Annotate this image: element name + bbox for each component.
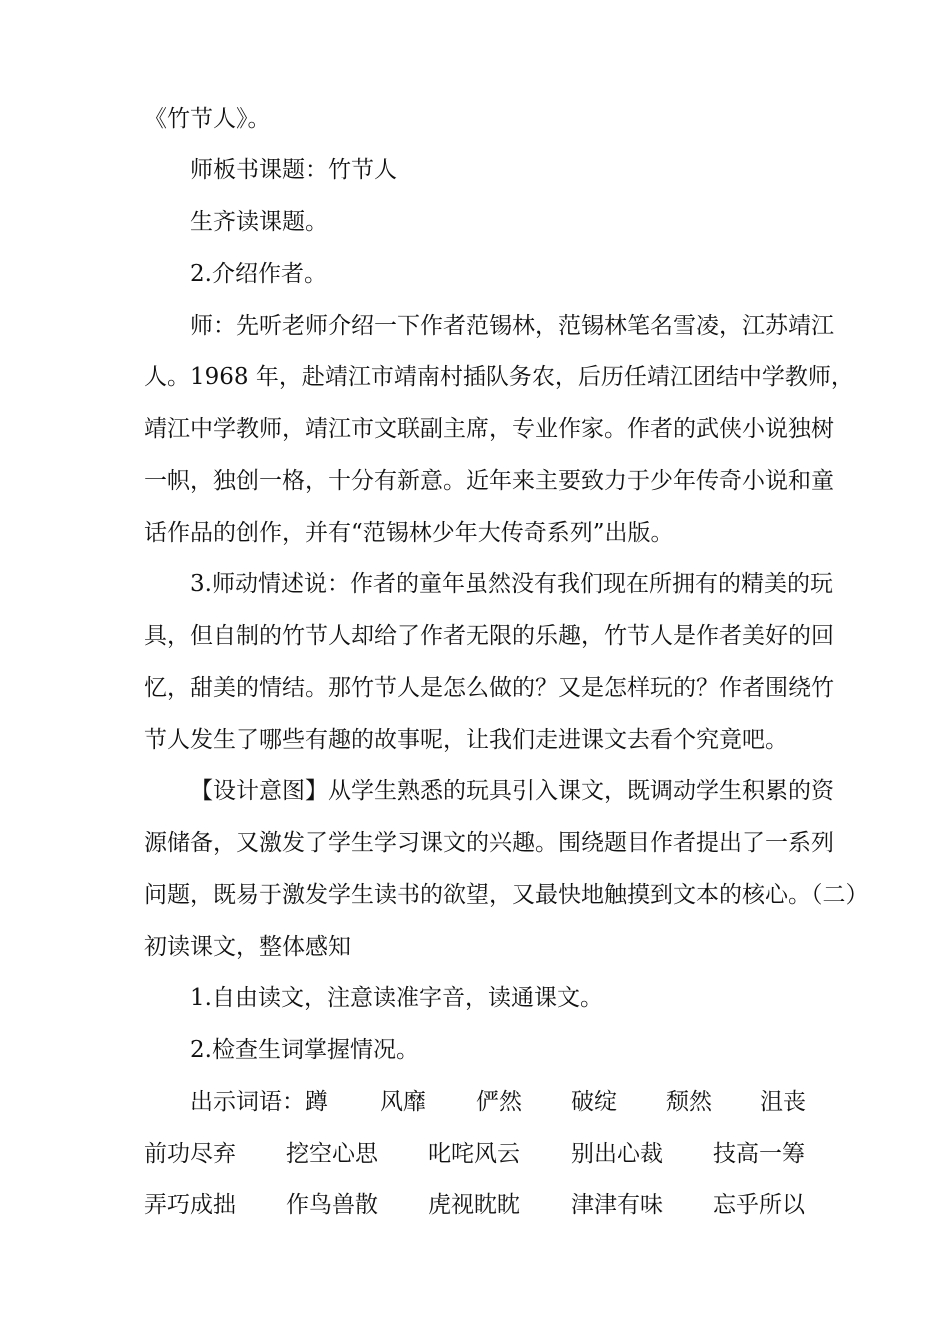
paragraph-line: 一帜，独创一格，十分有新意。近年来主要致力于少年传奇小说和童 xyxy=(144,468,834,494)
paragraph-line: 节人发生了哪些有趣的故事呢，让我们走进课文去看个究竟吧。 xyxy=(144,727,788,753)
vocab-word: 沮丧 xyxy=(760,1089,806,1115)
vocab-word: 俨然 xyxy=(476,1089,522,1115)
vocab-word: 风靡 xyxy=(380,1089,426,1115)
vocab-word: 前功尽弃 xyxy=(144,1141,236,1167)
paragraph-line: 具，但自制的竹节人却给了作者无限的乐趣，竹节人是作者美好的回 xyxy=(144,623,834,649)
vocab-word: 忘乎所以 xyxy=(713,1192,805,1218)
paragraph-line: 初读课文，整体感知 xyxy=(144,934,351,960)
vocab-word: 叱咤风云 xyxy=(428,1141,520,1167)
vocab-word: 弄巧成拙 xyxy=(144,1192,236,1218)
paragraph-line: 人。1968 年，赴靖江市靖南村插队务农，后历任靖江团结中学教师， xyxy=(144,364,854,390)
vocab-word: 蹲 xyxy=(305,1089,328,1115)
paragraph-line: 靖江中学教师，靖江市文联副主席，专业作家。作者的武侠小说独树 xyxy=(144,416,834,442)
paragraph-line: 2.检查生词掌握情况。 xyxy=(190,1037,419,1063)
vocab-word: 技高一筹 xyxy=(713,1141,805,1167)
vocab-word: 别出心裁 xyxy=(571,1141,663,1167)
vocab-word: 作鸟兽散 xyxy=(286,1192,378,1218)
paragraph-line: 生齐读课题。 xyxy=(190,209,328,235)
vocab-word: 虎视眈眈 xyxy=(428,1192,520,1218)
paragraph-line: 3.师动情述说：作者的童年虽然没有我们现在所拥有的精美的玩 xyxy=(190,571,833,597)
paragraph-line: 【设计意图】从学生熟悉的玩具引入课文，既调动学生积累的资 xyxy=(190,778,834,804)
paragraph-line: 《竹节人》。 xyxy=(144,106,271,132)
paragraph-line: 师板书课题：竹节人 xyxy=(190,157,397,183)
vocab-word: 破绽 xyxy=(571,1089,617,1115)
paragraph-line: 问题，既易于激发学生读书的欲望，又最快地触摸到文本的核心。（二） xyxy=(144,882,869,908)
paragraph-line: 师：先听老师介绍一下作者范锡林，范锡林笔名雪凌，江苏靖江 xyxy=(190,313,834,339)
vocab-word: 颓然 xyxy=(666,1089,712,1115)
vocab-word: 津津有味 xyxy=(571,1192,663,1218)
vocab-label: 出示词语： xyxy=(190,1089,305,1115)
paragraph-line: 源储备，又激发了学生学习课文的兴趣。围绕题目作者提出了一系列 xyxy=(144,830,834,856)
vocab-word: 挖空心思 xyxy=(286,1141,378,1167)
paragraph-line: 忆，甜美的情结。那竹节人是怎么做的？又是怎样玩的？作者围绕竹 xyxy=(144,675,834,701)
paragraph-line: 1.自由读文，注意读准字音，读通课文。 xyxy=(190,985,603,1011)
paragraph-line: 话作品的创作，并有“范锡林少年大传奇系列”出版。 xyxy=(144,520,674,546)
paragraph-line: 2.介绍作者。 xyxy=(190,261,327,287)
